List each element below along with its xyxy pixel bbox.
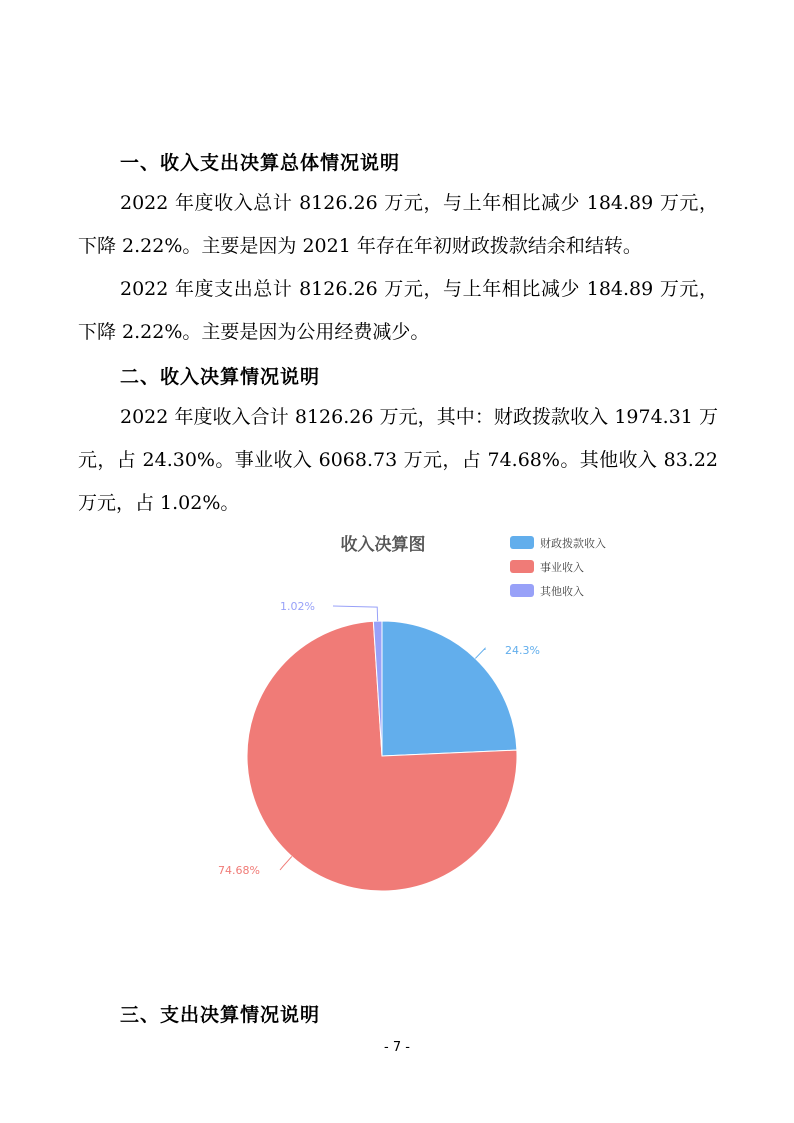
paragraph-income-detail: 2022 年度收入合计 8126.26 万元，其中：财政拨款收入 1974.31 万元，占 24.30%。事业收入 6068.73 万元，占 74.68%。其他收入 83.22 万元，占 1.02%。 (78, 406, 718, 514)
chart-legend (510, 536, 606, 598)
pie-leader-line-2 (333, 606, 378, 621)
paragraph-expense-total: 2022 年度支出总计 8126.26 万元，与上年相比减少 184.89 万元，下降 2.22%。主要是因为公用经费减少。 (78, 278, 718, 343)
chart-title: 收入决算图 (340, 535, 426, 555)
pie-slice-0 (382, 621, 517, 756)
legend-label-2: 其他收入 (540, 585, 584, 598)
legend-label-1: 事业收入 (540, 561, 584, 574)
legend-swatch-1 (510, 560, 534, 573)
legend-swatch-2 (510, 584, 534, 597)
pie-leader-line-1 (280, 856, 292, 870)
pie-data-label-2: 1.02% (280, 600, 315, 613)
section-heading-3: 三、支出决算情况说明 (120, 1004, 321, 1026)
income-pie-chart (200, 520, 620, 910)
pie-slices (247, 621, 517, 891)
pie-leader-line-0 (475, 648, 485, 658)
pie-data-label-0: 24.3% (505, 644, 540, 657)
legend-label-0: 财政拨款收入 (540, 537, 606, 550)
legend-swatch-0 (510, 536, 534, 549)
paragraph-income-total: 2022 年度收入总计 8126.26 万元，与上年相比减少 184.89 万元，下降 2.22%。主要是因为 2021 年存在年初财政拨款结余和结转。 (78, 192, 718, 257)
pie-data-label-1: 74.68% (218, 864, 260, 877)
section-heading-1: 一、收入支出决算总体情况说明 (120, 152, 401, 174)
page-number: - 7 - (384, 1040, 410, 1055)
section-heading-2: 二、收入决算情况说明 (120, 366, 321, 388)
